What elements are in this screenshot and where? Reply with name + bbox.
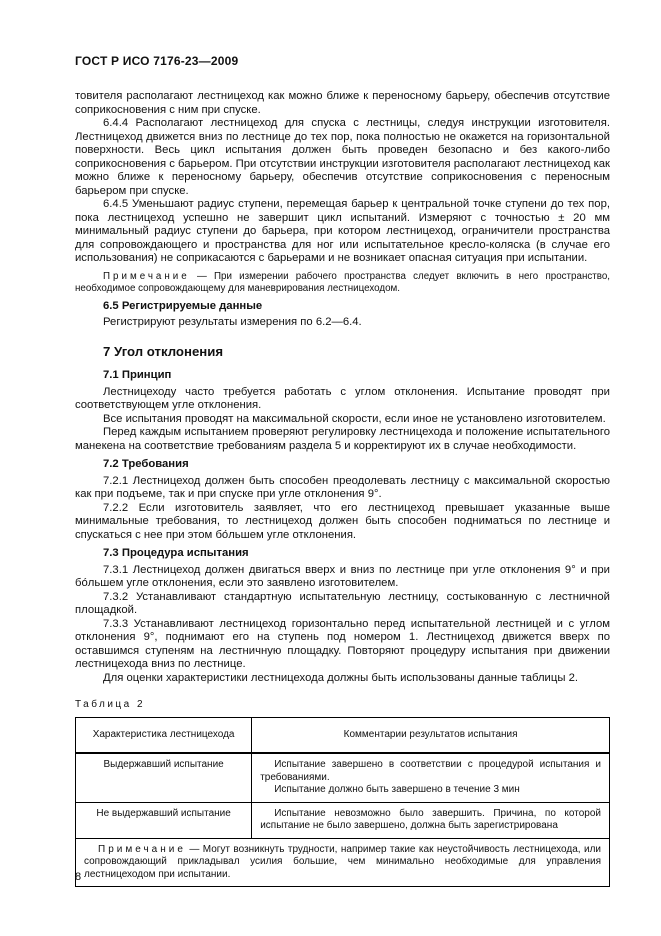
table-caption: Таблица 2 — [75, 699, 146, 710]
cell-characteristic: Не выдержавший испытание — [76, 802, 252, 838]
clause-7-3-2: 7.3.2 Устанавливают стандартную испытательную лестницу, состыкованную с лестничной площадкой. — [75, 590, 610, 616]
clause-7-3-3: 7.3.3 Устанавливают лестницеход горизонтально перед испытательной лестницей и с углом отклонения 9°, поднимают его на ступень под номером 1. Лестницеход движется вверх по оставшимся ступеням на лестничную площадку. Повторяют процедуру испытания при движении лестницехода вниз по лестнице. — [75, 617, 610, 670]
comment-paragraph: Испытание невозможно было завершить. Причина, по которой испытание не было завершено, должна быть зарегистрирована — [260, 807, 601, 831]
document-content — [75, 90, 610, 887]
clause-7-3-closing: Для оценки характеристики лестницехода должны быть использованы данные таблицы 2. — [103, 671, 578, 684]
clause-7-1-p2: Все испытания проводят на максимальной скорости, если иное не установлено изготовителем. — [103, 412, 606, 425]
note-label: Примечание — [103, 270, 190, 282]
table-header-characteristic: Характеристика лестницехода — [76, 717, 252, 753]
heading-7: 7 Угол отклонения — [103, 343, 224, 359]
paragraph-continuation: товителя располагают лестницеход как можно ближе к переносному барьеру, обеспечив отсутствие соприкосновения с ним при спуске. — [75, 90, 610, 116]
page-number: 8 — [75, 871, 82, 883]
table-header-comments: Комментарии результатов испытания — [252, 717, 610, 753]
heading-7-2: 7.2 Требования — [103, 458, 189, 470]
clause-7-3-1: 7.3.1 Лестницеход должен двигаться вверх и вниз по лестнице при угле отклонения 9° и при бо́льшем угле отклонения, если это заявлено изготовителем. — [75, 563, 610, 589]
doc-code-header: ГОСТ Р ИСО 7176-23—2009 — [75, 54, 239, 68]
table-2 — [75, 717, 610, 888]
note-after-6-4-5 — [75, 271, 610, 295]
note-text: — При измерении рабочего пространства следует включить в него пространство, необходимое сопровождающему для маневрирования лестницеходом. — [75, 270, 611, 294]
cell-comments — [252, 753, 610, 802]
cell-table-note — [76, 838, 610, 887]
comment-paragraph: Испытание завершено в соответствии с процедурой испытания и требованиями. — [260, 759, 601, 783]
table-note-row — [76, 838, 610, 887]
table-row-failed — [76, 802, 610, 838]
heading-7-1: 7.1 Принцип — [103, 369, 172, 381]
clause-7-1-p3: Перед каждым испытанием проверяют регулировку лестницехода и положение испытательного манекена на соответствие требованиям раздела 5 и корректируют их в случае необходимости. — [75, 426, 610, 452]
clause-7-2-1: 7.2.1 Лестницеход должен быть способен преодолевать лестницу с максимальной скоростью как при подъеме, так и при спуске при угле отклонения 9°. — [75, 474, 610, 500]
table-header-row — [76, 717, 610, 753]
table-note-label: Примечание — [98, 843, 186, 855]
clause-6-4-5: 6.4.5 Уменьшают радиус ступени, перемещая барьер к центральной точке ступени до тех пор, пока лестницеход успешно не завершит цикл испытаний. Измеряют с точностью ± 20 мм минимальный радиус ступени до барьера, при котором лестницеход, ограничители пространства для сопровождающего и пространства для ног или испытательное кресло-коляска (в случае его использования) не соприкасаются с барьерами и не возникает опасная ситуация при испытании. — [75, 198, 610, 264]
clause-7-2-2: 7.2.2 Если изготовитель заявляет, что его лестницеход превышает указанные выше минимальные требования, то лестницеход должен быть способен подниматься по лестнице и спускаться с нее при этом бо́льшем угле отклонения. — [75, 501, 610, 541]
clause-6-4-4: 6.4.4 Располагают лестницеход для спуска с лестницы, следуя инструкции изготовителя. Лестницеход движется вниз по лестнице до тех пор, пока полностью не окажется на горизонтальной поверхности. Весь цикл испытания должен быть проведен безопасно и без какого-либо соприкосновения с барьером. При отсутствии инструкции изготовителя располагают лестницеход как можно ближе к переносному барьеру, обеспечив отсутствие соприкосновения с переносным барьером при спуске. — [75, 117, 610, 197]
cell-comments — [252, 802, 610, 838]
cell-characteristic: Выдержавший испытание — [76, 753, 252, 802]
comment-paragraph: Испытание должно быть завершено в течение 3 мин — [274, 784, 520, 795]
heading-7-3: 7.3 Процедура испытания — [103, 547, 249, 559]
table-row-passed — [76, 753, 610, 802]
table-note-text: — Могут возникнуть трудности, например такие как неустойчивость лестницехода, или сопровождающий прикладывал усилия большие, чем минимально необходимые для управления лестницеходом при испытании. — [84, 843, 601, 880]
clause-6-5-body: Регистрируют результаты измерения по 6.2—6.4. — [103, 316, 362, 328]
heading-6-5: 6.5 Регистрируемые данные — [103, 299, 263, 312]
clause-7-1-p1: Лестницеходу часто требуется работать с углом отклонения. Испытание проводят при соответствующем угле отклонения. — [75, 385, 610, 411]
